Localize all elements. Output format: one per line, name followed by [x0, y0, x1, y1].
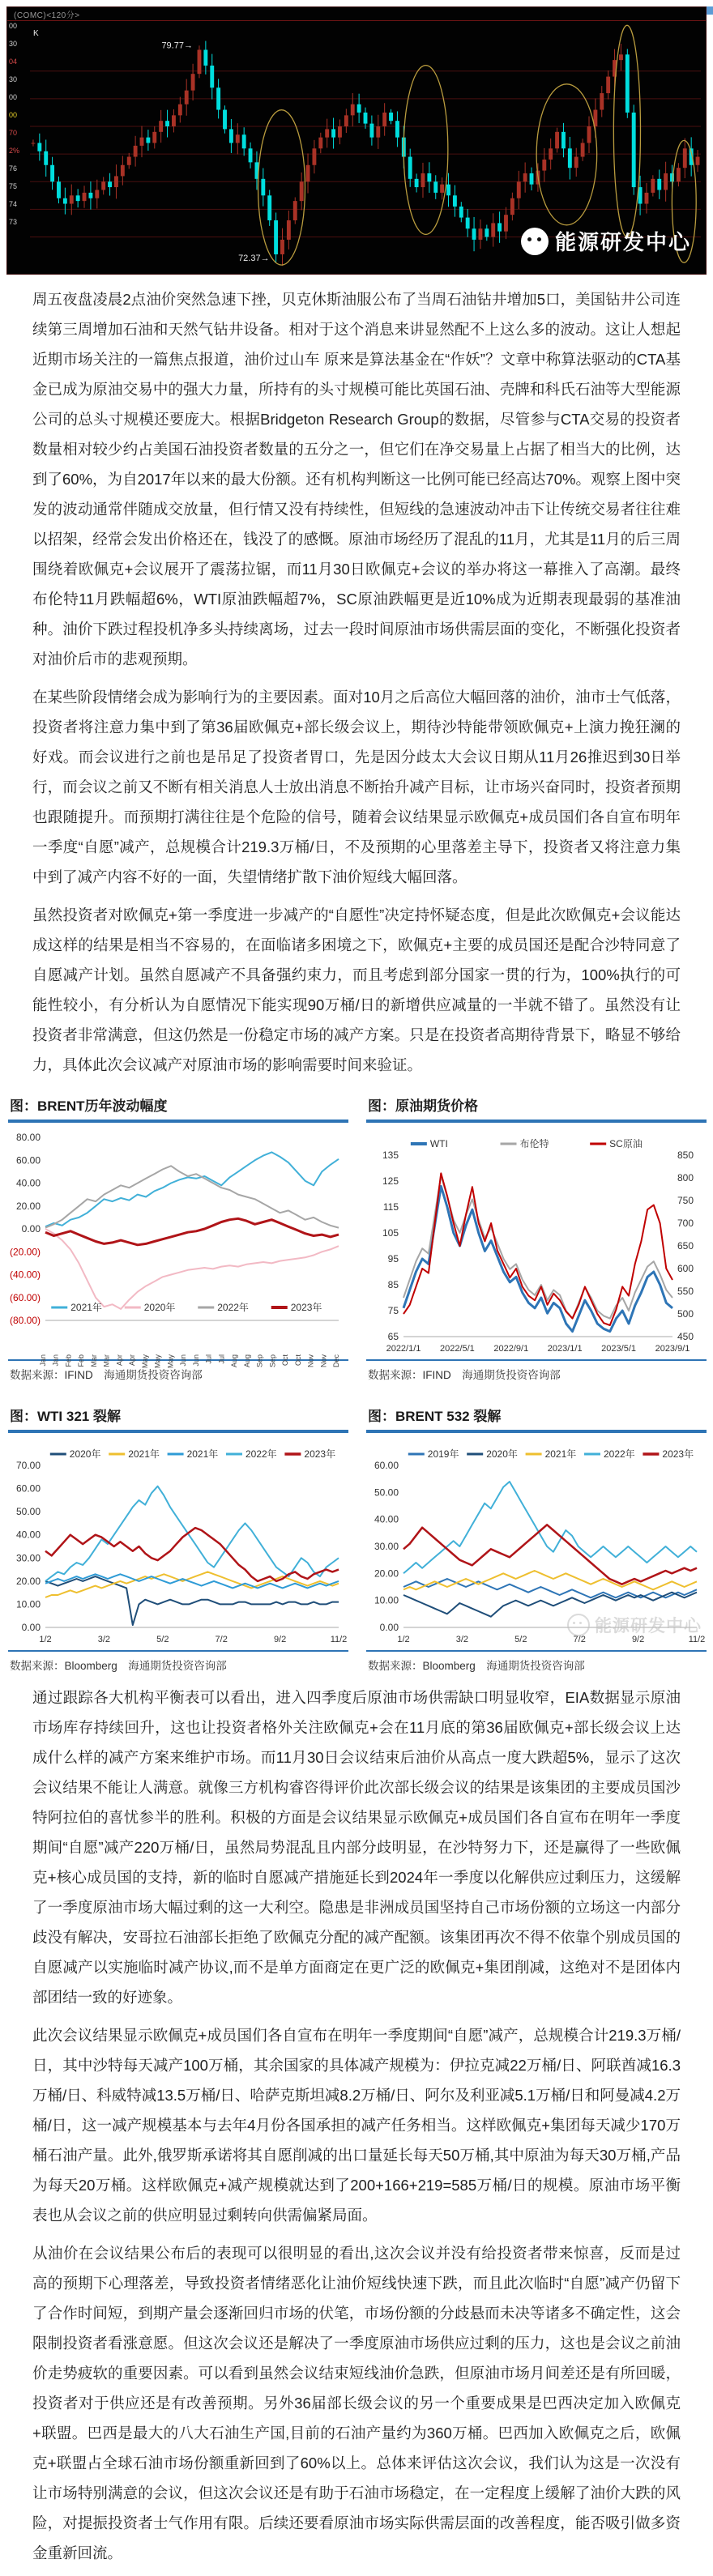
svg-text:Mar: Mar	[102, 1354, 111, 1367]
svg-text:Apr: Apr	[115, 1354, 124, 1367]
svg-text:0.00: 0.00	[379, 1622, 399, 1633]
svg-text:3/2: 3/2	[97, 1635, 111, 1644]
svg-text:0.00: 0.00	[21, 1622, 41, 1633]
svg-text:95: 95	[387, 1253, 399, 1265]
svg-text:Dec: Dec	[332, 1354, 340, 1368]
svg-text:3/2: 3/2	[455, 1635, 469, 1644]
svg-text:450: 450	[677, 1331, 694, 1342]
svg-text:2019年: 2019年	[427, 1448, 459, 1460]
figure-grid	[0, 1088, 713, 1674]
svg-text:2021年: 2021年	[186, 1448, 219, 1460]
svg-text:Oct: Oct	[281, 1354, 290, 1367]
svg-text:Sep: Sep	[255, 1354, 264, 1368]
svg-text:Jan: Jan	[51, 1354, 60, 1367]
axis-tick: 73	[9, 218, 18, 226]
svg-text:40.00: 40.00	[374, 1513, 399, 1525]
figure-title: 图：WTI 321 裂解	[8, 1403, 348, 1433]
svg-text:2020年: 2020年	[143, 1302, 176, 1313]
svg-text:WTI: WTI	[429, 1138, 448, 1149]
line-chart-wti-crack	[8, 1436, 348, 1648]
svg-text:2022/1/1: 2022/1/1	[386, 1344, 421, 1354]
svg-text:5/2: 5/2	[156, 1635, 169, 1644]
svg-text:(40.00): (40.00)	[9, 1269, 41, 1281]
svg-text:60.00: 60.00	[374, 1460, 399, 1471]
svg-text:10.00: 10.00	[374, 1594, 399, 1606]
svg-text:May: May	[153, 1354, 162, 1369]
svg-text:2021年: 2021年	[128, 1448, 160, 1460]
svg-text:105: 105	[382, 1227, 399, 1239]
svg-text:K: K	[33, 29, 39, 38]
figure-brent-532-crack	[366, 1403, 707, 1673]
chart-title-bar	[7, 7, 706, 21]
svg-text:135: 135	[382, 1149, 399, 1161]
axis-tick: 76	[9, 164, 18, 173]
figure-wti-321-crack	[8, 1403, 348, 1673]
svg-text:30.00: 30.00	[15, 1552, 41, 1564]
svg-text:500: 500	[677, 1308, 694, 1320]
svg-text:Nov: Nov	[319, 1354, 328, 1368]
svg-text:2022年: 2022年	[245, 1448, 277, 1460]
svg-text:750: 750	[677, 1195, 694, 1206]
watermark-text: 能源研发中心	[554, 230, 691, 254]
svg-text:80.00: 80.00	[15, 1132, 41, 1143]
svg-text:Feb: Feb	[77, 1354, 86, 1367]
svg-text:2023年: 2023年	[290, 1302, 322, 1313]
candlestick-chart-panel	[6, 6, 707, 275]
svg-text:Nov: Nov	[306, 1354, 315, 1368]
svg-text:2022年: 2022年	[217, 1302, 249, 1313]
figure-title: 图：原油期货价格	[366, 1093, 707, 1123]
svg-text:85: 85	[387, 1279, 399, 1290]
paragraph: 虽然投资者对欧佩克+第一季度进一步减产的“自愿性”决定持怀疑态度，但是此次欧佩克+会议能达成这样的结果是相当不容易的，在面临诸多困境之下，欧佩克+主要的成员国还是配合沙特同意了自愿减产计划。虽然自愿减产不具备强约束力，而且考虑到部分国家一贯的行为，100%执行的可能性较小，有分析认为自愿情况下能实现90万桶/日的新增供应减量的一半就不错了。虽然没有让投资者非常满意，但这仍然是一份稳定市场的减产方案。只是在投资者高期待背景下，略显不够给力，具体此次会议减产对原油市场的影响需要时间来验证。	[32, 906, 681, 1073]
svg-text:600: 600	[677, 1263, 694, 1274]
svg-text:50.00: 50.00	[15, 1506, 41, 1518]
figure-source: 数据来源：IFIND 海通期货投资咨询部	[366, 1359, 707, 1382]
line-chart-crude-prices	[366, 1126, 707, 1358]
watermark-text: 能源研发中心	[595, 1617, 702, 1636]
svg-text:20.00: 20.00	[15, 1200, 41, 1212]
svg-text:79.77→: 79.77→	[161, 41, 193, 51]
svg-text:Feb: Feb	[64, 1354, 73, 1367]
svg-text:2021年: 2021年	[70, 1302, 102, 1313]
svg-text:11/2: 11/2	[688, 1635, 706, 1644]
svg-text:72.37→: 72.37→	[238, 253, 270, 263]
svg-text:2023年: 2023年	[304, 1448, 336, 1460]
paragraph: 周五夜盘凌晨2点油价突然急速下挫，贝克休斯油服公布了当周石油钻井增加5口，美国钻井公司连续第三周增加石油和天然气钻井设备。相对于这个消息来讲显然配不上这么多的波动。这让人想起近期市场关注的一篇焦点报道，油价过山车 原来是算法基金在“作妖”？文章中称算法驱动的CTA基金已成为原油交易中的强大力量，所持有的头寸规模可能比英国石油、壳牌和科氏石油等大型能源公司的总头寸规模还要庞大。根据Bridgeton Research Group的数据，尽管参与CTA交易的投资者数量相对较少约占美国石油投资者数量的五分之一，但它们在净交易量上占据了相当大的比例，达到了60%，为自2017年以来的最大份额。还有机构判断这一比例可能已经高达70%。观察上图中突发的波动通常伴随成交放量，但行情又没有持续性，但短线的急速波动冲击下让传统交易者往往难以招架，经常会发出价格还在，钱没了的感慨。原油市场经历了混乱的11月，尤其是11月的后三周围绕着欧佩克+会议展开了震荡拉锯，而11月30日欧佩克+会议的举办将这一幕推入了高潮。最终布伦特11月跌幅超6%，WTI原油跌幅超7%，SC原油跌幅更是近10%成为近期表现最弱的基准油种。油价下跌过程投机净多头持续离场，过去一段时间原油市场供需层面的变化，不断强化投资者对油价后市的悲观预期。	[32, 291, 681, 667]
axis-tick: 75	[9, 182, 18, 190]
svg-text:2023年: 2023年	[662, 1448, 694, 1460]
line-chart-brent-volatility	[8, 1126, 348, 1369]
watermark	[567, 1613, 702, 1637]
watermark	[521, 226, 691, 256]
svg-text:40.00: 40.00	[15, 1177, 41, 1189]
svg-text:Sep: Sep	[268, 1354, 277, 1368]
article-body-bottom	[0, 1681, 713, 2568]
svg-text:850: 850	[677, 1149, 694, 1161]
svg-text:2022/9/1: 2022/9/1	[493, 1344, 529, 1354]
svg-text:2020年: 2020年	[69, 1448, 101, 1460]
figure-source: 数据来源：Bloomberg 海通期货投资咨询部	[8, 1650, 348, 1673]
svg-text:7/2: 7/2	[573, 1635, 586, 1644]
svg-text:1/2: 1/2	[39, 1635, 52, 1644]
svg-text:2022/5/1: 2022/5/1	[439, 1344, 475, 1354]
paragraph: 在某些阶段情绪会成为影响行为的主要因素。面对10月之后高位大幅回落的油价，油市士气低落，投资者将注意力集中到了第36届欧佩克+部长级会议上，期待沙特能带领欧佩克+上演力挽狂澜的好戏。而会议进行之前也是吊足了投资者胃口，先是因分歧太大会议日期从11月26推迟到30日举行，而会议之前又不断有相关消息人士放出消息不断抬升减产目标，让市场兴奋同时，投资者预期也跟随提升。而预期打满往往是个危险的信号，随着会议结果显示欧佩克+成员国们各自宣布明年一季度“自愿”减产，总规模合计219.3万桶/日，不及预期的心里落差主导下，投资者又将注意力集中到了减产内容不好的一面，失望情绪扩散下油价短线大幅回落。	[32, 689, 681, 885]
svg-text:1/2: 1/2	[397, 1635, 410, 1644]
svg-text:2023/1/1: 2023/1/1	[547, 1344, 583, 1354]
svg-text:Jun: Jun	[191, 1354, 200, 1367]
svg-text:65: 65	[387, 1331, 399, 1342]
paragraph: 从油价在会议结果公布后的表现可以很明显的看出,这次会议并没有给投资者带来惊喜，反而是过高的预期下心理落差，导致投资者情绪恶化让油价短线快速下跌，而且此次临时“自愿”减产仍留下了合作时间短，到期产量会逐渐回归市场的伏笔，市场份额的分歧悬而未决等诸多不确定性，这会限制投资者看涨意愿。但这次会议还是解决了一季度原油市场供应过剩的压力，这也是会议之前油价走势疲软的重要因素。可以看到虽然会议结束短线油价急跌，但原油市场月间差还是有所回暖，投资者对于供应还是有改善预期。另外36届部长级会议的另一个重要成果是巴西决定加入欧佩克+联盟。巴西是最大的八大石油生产国,目前的石油产量约为360万桶。巴西加入欧佩克之后，欧佩克+联盟占全球石油市场份额重新回到了60%以上。总体来评估这次会议，我们认为这是一次没有让市场特别满意的会议，但这次会议还是有助于石油市场稳定，在一定程度上缓解了油价大跌的风险，对提振投资者士气作用有限。后续还要看原油市场实际供需层面的改善程度，能否吸引做多资金重新回流。	[32, 2245, 681, 2561]
svg-text:Mar: Mar	[89, 1354, 98, 1367]
svg-text:11/2: 11/2	[330, 1635, 348, 1644]
svg-text:May: May	[140, 1354, 149, 1369]
figure-title: 图：BRENT 532 裂解	[366, 1403, 707, 1433]
axis-tick: 30	[9, 75, 18, 83]
article-body-top	[0, 283, 713, 1080]
axis-tick: 2%	[9, 147, 20, 155]
svg-text:Aug: Aug	[242, 1354, 251, 1368]
svg-text:9/2: 9/2	[631, 1635, 645, 1644]
wechat-icon	[567, 1614, 590, 1636]
svg-text:2023/5/1: 2023/5/1	[601, 1344, 637, 1354]
svg-text:60.00: 60.00	[15, 1154, 41, 1166]
axis-tick: 70	[9, 129, 18, 137]
svg-text:700: 700	[677, 1218, 694, 1229]
svg-text:May: May	[166, 1354, 175, 1369]
figure-source: 数据来源：Bloomberg 海通期货投资咨询部	[366, 1650, 707, 1673]
svg-text:布伦特: 布伦特	[519, 1138, 549, 1149]
svg-text:800: 800	[677, 1172, 694, 1184]
axis-tick: 00	[9, 22, 18, 30]
axis-tick: 30	[9, 40, 18, 48]
price-axis-labels	[9, 22, 28, 236]
svg-text:40.00: 40.00	[15, 1529, 41, 1541]
svg-text:2020年: 2020年	[486, 1448, 518, 1460]
svg-text:550: 550	[677, 1286, 694, 1297]
svg-text:Oct: Oct	[293, 1354, 302, 1367]
axis-tick: 74	[9, 200, 18, 208]
paragraph: 通过跟踪各大机构平衡表可以看出，进入四季度后原油市场供需缺口明显收窄，EIA数据显示原油市场库存持续回升，这也让投资者格外关注欧佩克+会在11月底的第36届欧佩克+部长级会议上达成什么样的减产方案来维护市场。而11月30日会议结束后油价从高点一度大跌超5%，显示了这次会议结果不能让人满意。就像三方机构睿咨得评价此次部长级会议的结果是该集团的主要成员国沙特阿拉伯的喜忧参半的胜利。积极的方面是会议结果显示欧佩克+成员国们各自宣布在明年一季度期间“自愿”减产220万桶/日，虽然局势混乱且内部分歧明显，在沙特努力下，还是赢得了一些欧佩克+核心成员国的支持，新的临时自愿减产措施延长到2024年一季度以化解供应过剩压力，这缓解了一季度原油市场大幅过剩的这一大利空。隐患是非洲成员国坚持自己市场份额的立场这一内部分歧没有解决，安哥拉石油部长拒绝了欧佩克分配的减产配额。该集团再次不得不依靠个别成员国的自愿减产以实施临时减产协议,而不是单方面商定在更广泛的欧佩克+集团削减，这绝对不是团体内部团结一致的好迹象。	[32, 1689, 681, 2006]
svg-text:75: 75	[387, 1305, 399, 1316]
svg-text:0.00: 0.00	[21, 1223, 41, 1235]
svg-text:20.00: 20.00	[15, 1575, 41, 1587]
svg-text:60.00: 60.00	[15, 1482, 41, 1495]
figure-crude-prices	[366, 1093, 707, 1382]
svg-text:20.00: 20.00	[374, 1567, 399, 1580]
svg-text:Jul: Jul	[204, 1354, 213, 1364]
svg-text:10.00: 10.00	[15, 1598, 41, 1610]
axis-tick: 00	[9, 111, 18, 119]
svg-text:30.00: 30.00	[374, 1541, 399, 1552]
svg-text:2022年: 2022年	[603, 1448, 635, 1460]
svg-text:(60.00): (60.00)	[9, 1291, 41, 1303]
svg-text:125: 125	[382, 1175, 399, 1187]
paragraph: 此次会议结果显示欧佩克+成员国们各自宣布在明年一季度期间“自愿”减产，总规模合计219.3万桶/日，其中沙特每天减产100万桶，其余国家的具体减产规模为：伊拉克减22万桶/日、阿联酋减16.3万桶/日、科威特减13.5万桶/日、哈萨克斯坦减8.2万桶/日、阿尔及利亚减5.1万桶/日和阿曼减4.2万桶/日，这一减产规模基本与去年4月份各国承担的减产任务相当。这样欧佩克+集团每天减少170万桶石油产量。此外,俄罗斯承诺将其自愿削减的出口量延长每天50万桶,其中原油为每天30万桶,产品为每天20万桶。这样欧佩克+减产规模就达到了200+166+219=585万桶/日的规模。原油市场平衡表也从会议之前的供应明显过剩转向供需偏紧局面。	[32, 2027, 681, 2224]
article-page	[0, 6, 713, 2568]
svg-text:2021年: 2021年	[544, 1448, 577, 1460]
svg-text:9/2: 9/2	[273, 1635, 287, 1644]
svg-text:Aug: Aug	[230, 1354, 239, 1368]
svg-text:SC原油: SC原油	[609, 1138, 643, 1149]
wechat-icon	[521, 228, 549, 255]
svg-text:Jun: Jun	[179, 1354, 188, 1367]
svg-text:Jan: Jan	[39, 1354, 47, 1367]
figure-source: 数据来源：IFIND 海通期货投资咨询部	[8, 1359, 348, 1382]
svg-text:5/2: 5/2	[514, 1635, 527, 1644]
svg-text:Jul: Jul	[217, 1354, 226, 1364]
axis-tick: 04	[9, 58, 18, 66]
svg-text:2023/9/1: 2023/9/1	[655, 1344, 690, 1354]
svg-text:70.00: 70.00	[15, 1460, 41, 1471]
svg-text:(80.00): (80.00)	[9, 1315, 41, 1326]
figure-title: 图：BRENT历年波动幅度	[8, 1093, 348, 1123]
svg-text:(20.00): (20.00)	[9, 1246, 41, 1258]
chart-title-text: (COMC)<120分>	[14, 11, 80, 20]
axis-tick: 00	[9, 93, 18, 101]
svg-text:50.00: 50.00	[374, 1486, 399, 1499]
svg-text:Apr: Apr	[128, 1354, 137, 1367]
svg-text:115: 115	[382, 1201, 399, 1213]
figure-brent-volatility	[8, 1093, 348, 1382]
svg-text:7/2: 7/2	[215, 1635, 228, 1644]
svg-text:650: 650	[677, 1240, 694, 1252]
